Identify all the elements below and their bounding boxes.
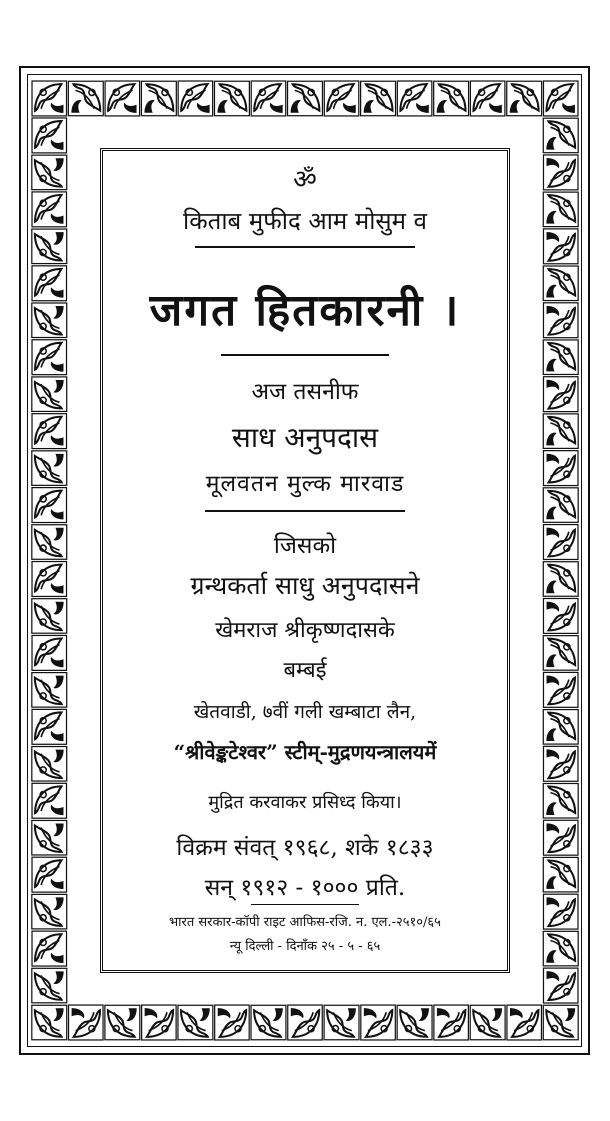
border-ornament-tile [251, 1005, 286, 1040]
border-ornament-tile [543, 118, 578, 153]
copyright-date: न्यू दिल्ली - दिनाँक २५ - ५ - ६५ [229, 939, 381, 954]
author-name: साध अनुपदास [231, 421, 379, 454]
border-ornament-tile [543, 377, 578, 412]
border-ornament-tile [32, 525, 67, 560]
divider [221, 354, 389, 356]
border-ornament-tile [470, 1005, 505, 1040]
border-ornament-tile [32, 894, 67, 929]
border-ornament-tile [543, 783, 578, 818]
border-ornament-tile [543, 710, 578, 745]
border-ornament-tile [32, 820, 67, 855]
border-ornament-tile [105, 1005, 140, 1040]
border-ornament-tile [543, 672, 578, 707]
date-ad: सन् १९१२ - १००० प्रति. [204, 875, 406, 901]
press-name: “श्रीवेङ्कटेश्वर” स्टीम्-मुद्रणयन्त्रालयमें [173, 740, 437, 764]
divider [251, 904, 359, 905]
border-ornament-tile [105, 81, 140, 116]
border-ornament-tile [32, 266, 67, 301]
border-ornament-tile [68, 81, 103, 116]
border-ornament-tile [543, 857, 578, 892]
border-ornament-tile [32, 340, 67, 375]
border-ornament-tile [32, 303, 67, 338]
border-ornament-tile [434, 1005, 469, 1040]
om-symbol: ॐ [293, 165, 317, 195]
subtitle-line: किताब मुफीद आम मोसुम व [183, 207, 427, 235]
divider [195, 246, 415, 248]
border-ornament-tile [32, 377, 67, 412]
border-ornament-tile [543, 746, 578, 781]
border-ornament-tile [288, 81, 323, 116]
border-ornament-tile [32, 451, 67, 486]
border-ornament-tile [543, 451, 578, 486]
border-ornament-tile [178, 1005, 213, 1040]
border-ornament-tile [32, 562, 67, 597]
border-ornament-tile [543, 894, 578, 929]
author-origin: मूलवतन मुल्क मारवाड [205, 471, 405, 497]
border-ornament-tile [543, 598, 578, 633]
border-ornament-tile [507, 81, 542, 116]
border-ornament-tile [361, 81, 396, 116]
border-ornament-tile [543, 192, 578, 227]
border-ornament-tile [543, 340, 578, 375]
border-ornament-tile [32, 783, 67, 818]
border-ornament-tile [434, 81, 469, 116]
border-ornament-tile [32, 709, 67, 744]
border-ornament-tile [32, 635, 67, 670]
border-ornament-tile [543, 266, 578, 301]
book-title: जगत हितकारनी । [149, 285, 461, 336]
border-ornament-tile [507, 1005, 542, 1040]
border-ornament-tile [141, 81, 176, 116]
border-ornament-tile [32, 155, 67, 190]
border-ornament-tile [543, 229, 578, 264]
border-ornament-tile [397, 81, 432, 116]
border-ornament-tile [543, 636, 578, 671]
printed-statement: मुद्रित करवाकर प्रसिध्द किया। [208, 792, 402, 813]
border-ornament-tile [543, 1005, 578, 1040]
border-ornament-tile [543, 414, 578, 449]
border-ornament-tile [470, 81, 505, 116]
border-ornament-tile [361, 1005, 396, 1040]
border-ornament-tile [324, 81, 359, 116]
border-ornament-tile [543, 820, 578, 855]
border-ornament-tile [324, 1005, 359, 1040]
border-ornament-tile [32, 673, 67, 708]
border-ornament-tile [32, 229, 67, 264]
border-ornament-tile [397, 1005, 432, 1040]
border-ornament-tile [543, 155, 578, 190]
border-ornament-tile [32, 118, 67, 153]
border-ornament-tile [543, 562, 578, 597]
border-ornament-tile [32, 488, 67, 523]
border-ornament-tile [69, 1005, 104, 1040]
border-ornament-tile [32, 857, 67, 892]
border-ornament-tile [543, 525, 578, 560]
border-ornament-tile [32, 747, 67, 782]
border-ornament-tile [178, 81, 213, 116]
border-ornament-tile [32, 968, 67, 1003]
border-ornament-tile [32, 192, 67, 227]
divider [205, 510, 405, 512]
border-ornament-tile [214, 81, 249, 116]
author-line: ग्रन्थकर्ता साधु अनुपदासने [190, 571, 420, 600]
border-ornament-tile [32, 1005, 67, 1040]
border-ornament-tile [215, 1005, 250, 1040]
border-ornament-tile [543, 488, 578, 523]
border-ornament-tile [32, 931, 67, 966]
copyright-registration: भारत सरकार-कॉपी राइट आफिस-रजि. न. एल.-२५१०/६५ [169, 915, 441, 930]
authored-by-label: अज तसनीफ [251, 379, 359, 405]
border-ornament-tile [543, 968, 578, 1003]
publisher-intro: जिसको [273, 533, 337, 559]
border-ornament-tile [543, 303, 578, 338]
title-page-content [103, 152, 507, 970]
date-vikram: विक्रम संवत् १९६८, शके १८३३ [176, 835, 434, 861]
border-ornament-tile [32, 599, 67, 634]
publisher-name: खेमराज श्रीकृष्णदासके [215, 618, 395, 643]
border-ornament-tile [32, 81, 67, 116]
border-ornament-tile [142, 1005, 177, 1040]
border-ornament-tile [543, 931, 578, 966]
border-ornament-tile [251, 81, 286, 116]
border-ornament-tile [288, 1005, 323, 1040]
publisher-city: बम्बई [283, 658, 327, 683]
publisher-address: खेतवाडी, ७वीं गली खम्बाटा लैन, [193, 701, 417, 723]
border-ornament-tile [32, 414, 67, 449]
border-ornament-tile [543, 81, 578, 116]
